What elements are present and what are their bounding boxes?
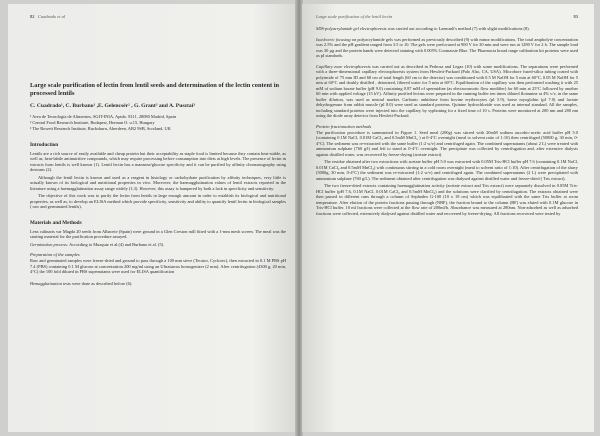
affiliation-3: ³ The Rowett Research Institute, Bucksburn, Aberdeen, AB2 9SB, Scotland, UK [30, 126, 171, 131]
left-running-header [30, 14, 286, 22]
ief-text: on polyacrylamide gels was performed as previously described (9) with minor modifications. The total ampholyte concentration was 2.5% and the pH gradient ranged from 3.5 to 10. The gels were prefocused at 900 V for 30 min and were run at 1280 V for 2 h. The sample load was 30 µg and the protein bands were detected staining with 0.005% Coomassie Blue. The Pharmacia broad range calibration kit proteins were used as pI standards. [316, 36, 578, 58]
cze-text: was carried out as described in Pedrosa and Legaz (10) with some modifications. The separations were performed with a three-dimensional capillary electrophoresis system from Hewlett-Packard (Palo Alto, CA, USA). Microbore fused-silica tubing coated with polyimide of 75 mm ID and 68 cm of total length (60 cm to the detector) was conditioned with 0.5 M NaOH for 5 min at 60°C, 0.05 M NaOH for 5 min at 60°C and doubly distilled , deionized, filtered water for 5 min at 60°C. Equilibration of the capillary was then performed washing it with 25 mM of sodium borate buffer (pH 9.0) containing 0.87 mM of spermidine (as electroosmotic flow modifier) for 60 min at 25°C followed by another 60 min with applied voltage (15 kV). Affinity purified lectins were prepared in the running buffer ten times diluted flotamine at 4% v/v, in the same buffer dilution, was used as neutral marker. Carbonic anhidrase from bovine erythrocytes (pI 5.9), horse myoglobin (pI 7.0) and lactate dehydrogenase from rabbit muscle (pI 8.0) were used as standard proteins. Quinine hydrochloride was used as internal standard. All the samples, including standard proteins were injected into the capillary by syphoning for a fixed time of 10 s. Proteins were monitored at 200 nm and 280 nm using the diode array detector from Hewlett-Packard. [316, 63, 578, 118]
germination-label: Germination process: [30, 241, 69, 247]
right-page-number: 83 [573, 14, 578, 19]
right-page [302, 4, 594, 432]
haem-label: Hemagglutination tests [30, 280, 71, 286]
introduction-heading: Introduction [30, 141, 59, 148]
sds-text: was carried out according to Laemmli's method (7) with slight modifications (8). [386, 26, 530, 31]
samples-paragraph: Raw and germinated samples were freeze-dried and ground to pass through a 100 mm sieve (Tecator, Cyclotec), then extracted in 0.1 M PBS pH 7.4 (PBS) containing 0.1 M glucose at concentration 200 mg/ml using an Ultraturrax homogenizer (2 min). After centrifugation (4300 g, 20 min, 4°C) the 100 fold diluted in PBS supernatants were used for ELISA quantification [30, 258, 286, 275]
haem-text: were done as described before (6). [70, 280, 133, 286]
cze-paragraph [316, 64, 578, 119]
haem-paragraph [30, 281, 286, 287]
affiliation-1: ¹ Area de Tecnología de Alimentos, SGIT-INIA, Aptdo. 8111, 28080 Madrid, Spain [30, 114, 177, 120]
affiliation-2: ² Central Food Research Institute, Budapest, Herman O. u.15, Hungary [30, 120, 155, 126]
left-page [8, 4, 296, 432]
left-page-content [30, 14, 286, 424]
sds-label: SDS-polyacrylamide gel electrophoresis [316, 26, 387, 31]
fractionation-paragraph-3: The two freeze-dried extracts containing haemagglutination activity (acetate extract and Tris extract) were separately dissolved in 0.05M Tris-HCl buffer (pH 7.6, 0.1M NaCl, 0.01M CaCl₂ and 0.5mM MnCl₂) and the solutions were clarified by centrifugation. The extracts obtained were then passed in different runs through a column of Sephadex G-100 (10 x 18 cm) which was equilibrated with the same Tris buffer at room temperature. After elution of the protein fractions passing through (NBF), the fraction bound to the column (BF) was eluted with 0.1M glucose in Tris-HCl buffer. 10 ml fractions were collected at the flow rate of 200ml/h. Absorbance was measured at 280nm. Non-adsorbed as well as adsorbed fractions were collected, extensively dialysed against distilled water and recovered by freeze-drying. All fractions recovered were tested by [316, 183, 578, 216]
right-running-header [316, 14, 578, 22]
ief-paragraph [316, 37, 578, 59]
intro-paragraph-3: The objective of this work was to purify the lectin from lentils in large enough amount in order to establish its biological and nutritional properties, as well as, to develop an ELISA method which provide specificity, sensitivity and ability to quantify lentil lectin in biological samples ( raw and germinated lentils). [30, 193, 286, 210]
article-authors: C. Cuadrado¹, C. Burbano¹ ,E. Gelencsér² , G. Grant³ and A. Pusztai³ [30, 103, 195, 110]
left-running-head: Cuadrado et al [37, 14, 66, 19]
right-page-content [316, 14, 578, 424]
samples-heading: Preparation of the samples [30, 252, 80, 258]
intro-paragraph-2: Although the lentil lectin is known and used as a reagent in histology or carbohydrate purification by affinity techniques, very little is actually known of its biological and nutritional properties in vivo. Moreover, the haemagglutination values of lentil extracts reported in the literature using a haemagglutination assay range widely (1,3). However, this assay is hampered by both a lack in specificity and sensitivity. [30, 174, 286, 191]
methods-heading: Materials and Methods [30, 219, 82, 226]
ief-label: Isoelectric focusing [316, 36, 351, 42]
germination-paragraph [30, 242, 286, 248]
right-running-head: Large scale purification of the lentil lectin [316, 14, 393, 19]
article-title: Large scale purification of lectin from lentil seeds and determination of the lectin content in processed lentils [30, 82, 280, 98]
sds-paragraph [316, 26, 578, 32]
cze-label: Capillary zone electrophoresis [316, 63, 371, 69]
intro-paragraph-1: Lentils are a rich source of easily available and cheap protein but their acceptability as staple food is limited because they contain heat-stable, as well as, heat-labile antinutritive compounds, which may require processing before consumption into diets at high levels. The presence of lectin in extracts from lentils is well known (1). Lentil lectin has a mannose/glucose specificity and it can be purified by affinity chromatography using dextrans (2). [30, 150, 286, 173]
fractionation-heading: Protein fractionation methods [316, 123, 372, 129]
methods-paragraph: Lens culinaris var Magda 20 seeds from Albacete (Spain) were ground in a Glen Creston mill fitted with a 1-mm mesh screen. The meal was the starting material for the purification procedure assayed. [30, 228, 286, 240]
left-page-number: 82 [30, 14, 35, 19]
germination-text: According to Muzquiz et al.(4) and Burbano et al. (5). [68, 241, 165, 247]
affiliations [30, 114, 286, 131]
fractionation-paragraph-2: The residue obtained after two extractions with acetate buffer pH 5.0 was extracted with 0.05M Tris-HCl buffer pH 7.6 (containing 0.1M NaCl, 0.01M CaCl₂ and 0.5mM MnCl₂) with continuous stirring in a cold room overnight (meal to solvent ratio of 1:10). After centrifugation of the slurry (5000g, 30 min, 0-4°C) the sediment was re-extracted (1:2 w/v) and centrifuged again. The combined supernatants (2 L) were precipitated with ammonium sulphate (760 g/L). The sediment obtained after centrifugation was dialysed against distilled water and freeze-dried ( Tris extract). [316, 159, 578, 181]
fractionation-paragraph-1: The purification procedure is summarised in Figure 1. Seed meal (200g) was stirred with 20mM sodium ascorbic-acetic acid buffer pH 5.0 (containing 0.1M NaCl, 0.01M CaCl₂ and 0.5mM MnCl₂ ) at 0-4°C overnight (meal to solvent ratio of 1:10) then centrifuged (50000 g, 30 min, 0-4°C). The sediment was re-extracted with the same buffer (1:2 w/v) and centrifuged again. The combined supernatants (about 2 L) were treated with ammonium sulphate (760 g/l) and left to stand at 0-4°C overnight. The precipitate was collected by centrifugation and, after extensive dialysis against distilled water, was recovered by freeze-drying (acetate extract). [316, 129, 578, 157]
